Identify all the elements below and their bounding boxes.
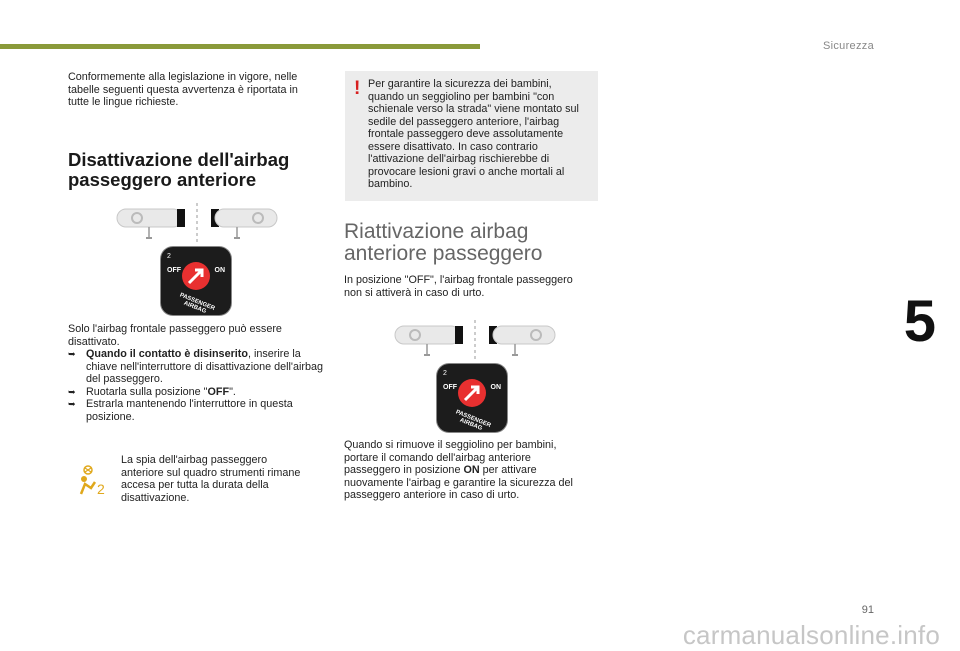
step-arrow-icon: ➥ (68, 399, 76, 409)
step-item: ➥ Quando il contatto è disinserito, inserire la chiave nell'interruttore di disattivazione dell'airbag del passeggero. (68, 348, 323, 385)
passenger-seat-icon (211, 209, 277, 239)
chapter-number: 5 (903, 289, 936, 354)
deactivation-steps (68, 348, 328, 423)
lamp-note: La spia dell'airbag passeggero anteriore sul quadro strumenti rimane accesa per tutta la durata della disattivazione. (121, 454, 301, 504)
deactivation-body: Solo l'airbag frontale passeggero può essere disattivato. (68, 323, 282, 348)
passenger-seat-icon (489, 326, 555, 356)
step-arrow-icon: ➥ (68, 386, 76, 397)
step-arrow-icon: ➥ (68, 349, 76, 359)
header-accent-bar (0, 44, 480, 49)
page-number: 91 (861, 604, 874, 616)
switch-arrow-icon (457, 378, 487, 408)
switch-arc-label: PASSENGER AIRBAG (454, 409, 492, 432)
switch-off-label: OFF (167, 267, 181, 274)
airbag-switch-off-image (161, 247, 231, 315)
heading-reactivation: Riattivazione airbag anteriore passeggero (344, 220, 543, 265)
heading-deactivation: Disattivazione dell'airbag passeggero anteriore (68, 149, 290, 190)
seats-diagram-on (393, 320, 558, 362)
svg-text:2: 2 (97, 481, 105, 496)
watermark: carmanualsonline.info (682, 620, 940, 650)
driver-seat-icon (395, 326, 463, 356)
step-item: ➥ Estrarla mantenendo l'interruttore in questa posizione. (68, 398, 293, 423)
reactivation-instructions: Quando si rimuove il seggiolino per bambini, portare il comando dell'airbag anteriore passeggero in posizione ON per attivare nuovamente l'airbag e garantire la sicurezza del passeggero anteriore in caso di urto. (344, 439, 573, 501)
seats-diagram-off (115, 203, 280, 245)
switch-on-label: ON (490, 384, 501, 391)
section-title: Sicurezza (823, 40, 874, 52)
airbag-lamp-number: 2 (167, 253, 171, 260)
driver-seat-icon (117, 209, 185, 239)
airbag-lamp-number: 2 (443, 370, 447, 377)
warning-text: Per garantire la sicurezza dei bambini, quando un seggiolino per bambini "con schienale verso la strada" viene montato sul sedile del passeggero anteriore, l'airbag frontale passeggero deve assolutamente essere disattivato. In caso contrario l'attivazione dell'airbag rischierebbe di provocare lesioni gravi o anche mortali al bambino. (368, 78, 579, 190)
switch-arc-label: PASSENGER AIRBAG (178, 292, 216, 315)
switch-on-label: ON (214, 267, 225, 274)
warning-exclamation-icon: ! (354, 78, 361, 99)
airbag-switch-on-image (437, 364, 507, 432)
reactivation-body: In posizione "OFF", l'airbag frontale passeggero non si attiverà in caso di urto. (344, 274, 573, 299)
intro-paragraph: Conformemente alla legislazione in vigore, nelle tabelle seguenti questa avvertenza è riportata in tutte le lingue richieste. (68, 71, 298, 108)
step-item: ➥ Ruotarla sulla posizione "OFF". (68, 385, 236, 398)
airbag-warning-lamp-icon (77, 462, 111, 496)
switch-off-label: OFF (443, 384, 457, 391)
switch-arrow-icon (181, 261, 211, 291)
